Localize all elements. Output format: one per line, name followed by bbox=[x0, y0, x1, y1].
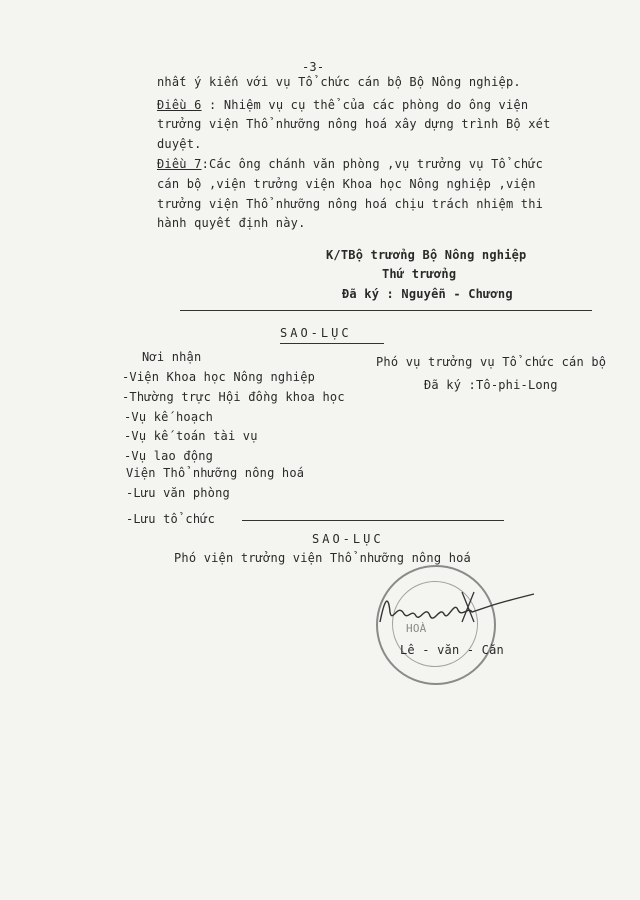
article-6 bbox=[157, 98, 528, 112]
signature-signed: Đã ký : Nguyễn - Chương bbox=[342, 287, 513, 301]
recipients-header: Nơi nhận bbox=[142, 350, 202, 364]
handwritten-signature bbox=[370, 582, 540, 642]
recipient-item: -Lưu tổ chức bbox=[126, 512, 216, 526]
recipient-item: -Vụ kế toán tài vụ bbox=[124, 429, 258, 443]
recipient-item: -Lưu văn phòng bbox=[126, 486, 230, 500]
recipient-item: -Viện Khoa học Nông nghiệp bbox=[122, 370, 316, 384]
body-line: trưởng viện Thổ nhưỡng nông hoá xây dựng trình Bộ xét bbox=[157, 117, 551, 131]
sao-luc-title-2: SAO-LỤC bbox=[312, 532, 384, 546]
sao-luc-underline bbox=[280, 343, 384, 344]
seal-text: HOÀ bbox=[406, 622, 427, 635]
body-line: cán bộ ,viện trưởng viện Khoa học Nông nghiệp ,viện bbox=[157, 177, 536, 191]
divider bbox=[242, 520, 504, 521]
divider bbox=[180, 310, 592, 311]
sao-luc-title: SAO-LỤC bbox=[280, 326, 352, 340]
signer-title-2: Phó viện trưởng viện Thổ nhưỡng nông hoá bbox=[174, 551, 471, 565]
page-number: -3- bbox=[302, 60, 325, 74]
recipient-item: -Vụ lao động bbox=[124, 449, 214, 463]
signature-position: Thứ trưởng bbox=[382, 267, 457, 281]
body-line: trưởng viện Thổ nhưỡng nông hoá chịu trách nhiệm thi bbox=[157, 197, 544, 211]
article-7 bbox=[157, 157, 543, 171]
signer-name: Đã ký :Tô-phi-Long bbox=[424, 378, 558, 392]
body-line: hành quyết định này. bbox=[157, 216, 306, 230]
signer-name-2: Lê - văn - Căn bbox=[400, 643, 504, 657]
recipient-item: -Thường trực Hội đồng khoa học bbox=[122, 390, 345, 404]
recipient-item: -Vụ kế hoạch bbox=[124, 410, 214, 424]
article-6-label: Điều 6 bbox=[157, 98, 202, 112]
signer-title: Phó vụ trưởng vụ Tổ chức cán bộ bbox=[376, 355, 607, 369]
recipient-item: Viện Thổ nhưỡng nông hoá bbox=[126, 466, 305, 480]
body-line: nhất ý kiến với vụ Tổ chức cán bộ Bộ Nông nghiệp. bbox=[157, 75, 521, 89]
article-7-text: :Các ông chánh văn phòng ,vụ trưởng vụ Tổ chức bbox=[201, 157, 544, 171]
signature-title: K/TBộ trưởng Bộ Nông nghiệp bbox=[326, 248, 527, 262]
article-6-text: : Nhiệm vụ cụ thể của các phòng do ông viện bbox=[209, 98, 529, 112]
article-7-label: Điều 7 bbox=[157, 157, 202, 171]
body-line: duyệt. bbox=[157, 137, 202, 151]
